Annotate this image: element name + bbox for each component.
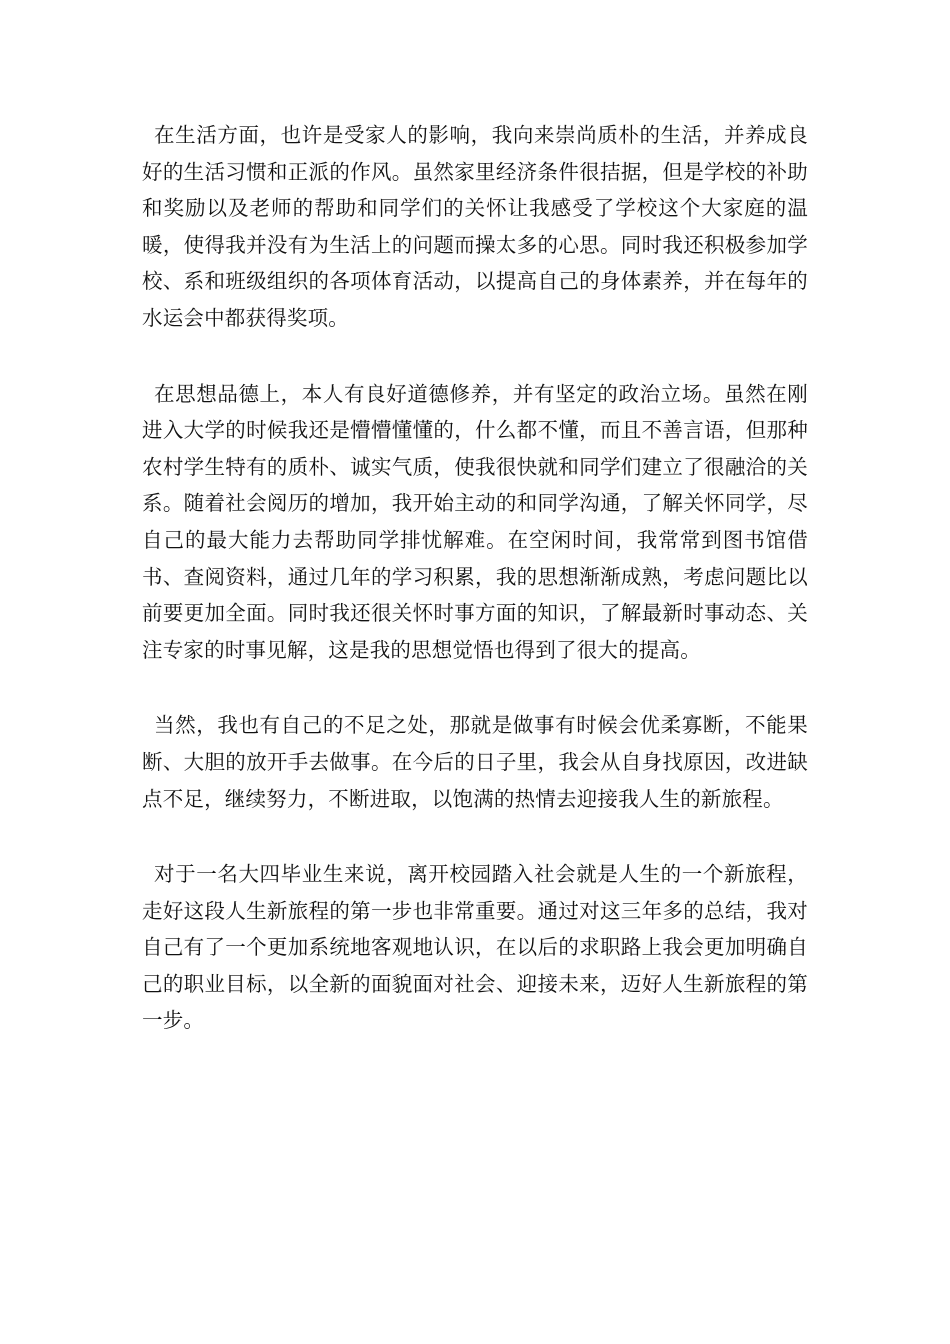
paragraph-lifestyle: 在生活方面，也许是受家人的影响，我向来崇尚质朴的生活，并养成良好的生活习惯和正派的作风。虽然家里经济条件很拮据，但是学校的补助和奖励以及老师的帮助和同学们的关怀让我感受了学校这个大家庭的温暖，使得我并没有为生活上的问题而操太多的心思。同时我还积极参加学校、系和班级组织的各项体育活动，以提高自己的身体素养，并在每年的水运会中都获得奖项。 (142, 123, 808, 330)
paragraph-conclusion: 对于一名大四毕业生来说，离开校园踏入社会就是人生的一个新旅程，走好这段人生新旅程的第一步也非常重要。通过对这三年多的总结，我对自己有了一个更加系统地客观地认识，在以后的求职路上我会更加明确自己的职业目标，以全新的面貌面对社会、迎接未来，迈好人生新旅程的第一步。 (142, 862, 808, 1033)
document-body (142, 117, 808, 1078)
paragraph-shortcomings: 当然，我也有自己的不足之处，那就是做事有时候会优柔寡断，不能果断、大胆的放开手去做事。在今后的日子里，我会从自身找原因，改进缺点不足，继续努力，不断进取，以饱满的热情去迎接我人生的新旅程。 (142, 713, 808, 811)
paragraph-moral-character: 在思想品德上，本人有良好道德修养，并有坚定的政治立场。虽然在刚进入大学的时候我还是懵懵懂懂的，什么都不懂，而且不善言语，但那种农村学生特有的质朴、诚实气质，使我很快就和同学们建立了很融洽的关系。随着社会阅历的增加，我开始主动的和同学沟通，了解关怀同学，尽自己的最大能力去帮助同学排忧解难。在空闲时间，我常常到图书馆借书、查阅资料，通过几年的学习积累，我的思想渐渐成熟，考虑问题比以前要更加全面。同时我还很关怀时事方面的知识，了解最新时事动态、关注专家的时事见解，这是我的思想觉悟也得到了很大的提高。 (142, 381, 808, 662)
